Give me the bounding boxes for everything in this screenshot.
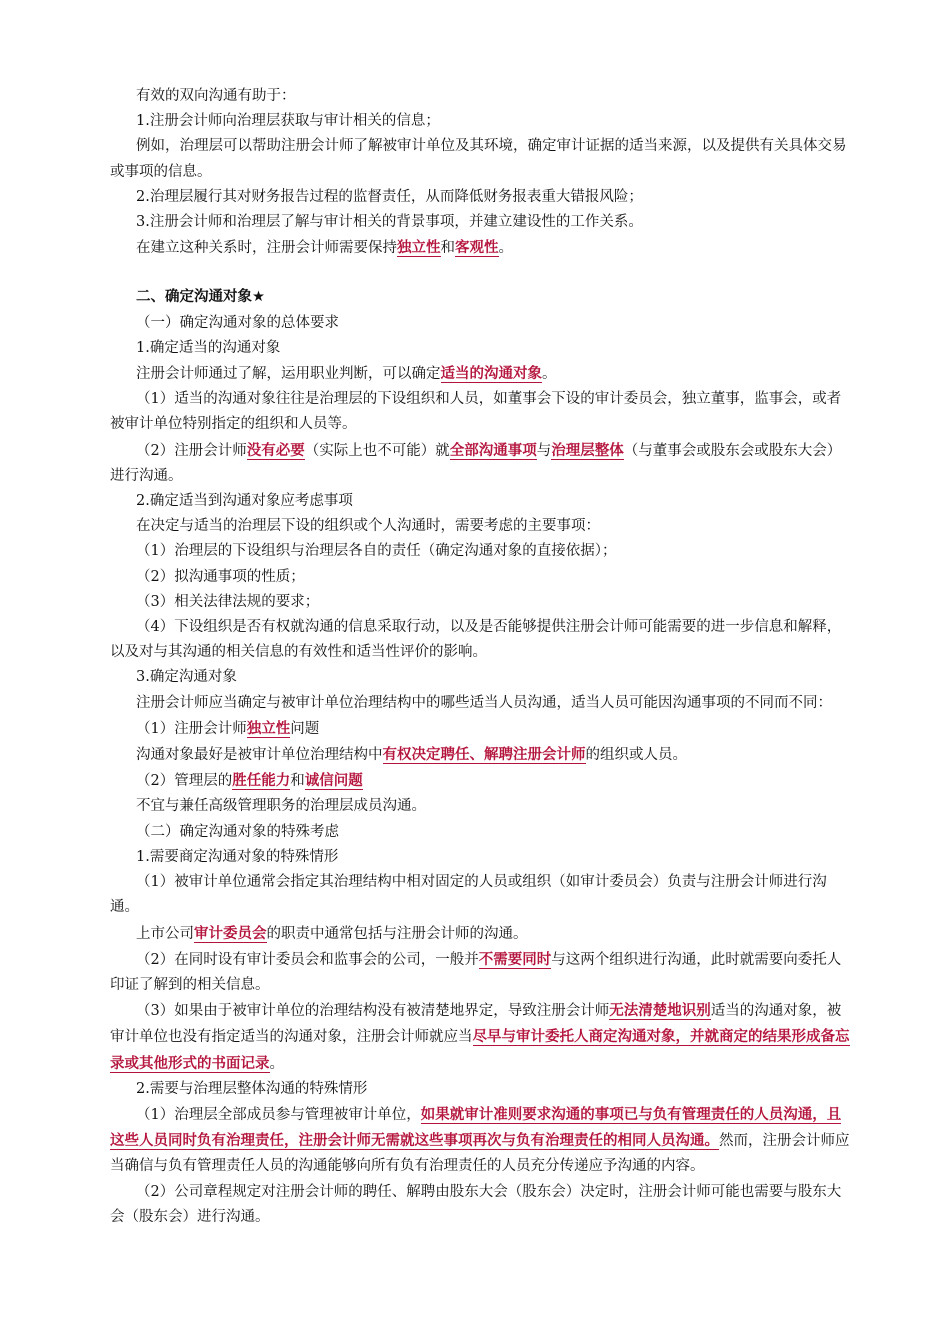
text: 的职责中通常包括与注册会计师的沟通。 xyxy=(266,925,528,942)
paragraph xyxy=(110,361,850,387)
highlight-term: 如果就审计准则要求沟通的事项已与负有管理责任的人员沟通，且这些人员同时负有治理责任，注册会计师无需就这些事项再次与负有治理责任的相同人员沟通。 xyxy=(110,1105,842,1150)
paragraph xyxy=(110,947,850,998)
paragraph: 1.需要商定沟通对象的特殊情形 xyxy=(136,848,339,865)
highlight-term: 尽早与审计委托人商定沟通对象，并就商定的结果形成备忘录或其他形式的书面记录 xyxy=(110,1028,850,1072)
text: 上市公司 xyxy=(136,925,194,942)
highlight-term: 独立性 xyxy=(246,719,291,737)
paragraph: （1）治理层的下设组织与治理层各自的责任（确定沟通对象的直接依据）； xyxy=(136,543,617,560)
paragraph: 不宜与兼任高级管理职务的治理层成员沟通。 xyxy=(136,798,426,815)
text: 和 xyxy=(290,773,305,790)
subsection-heading: （二）确定沟通对象的特殊考虑 xyxy=(136,823,339,840)
paragraph: 例如，治理层可以帮助注册会计师了解被审计单位及其环境，确定审计证据的适当来源，以及提供有关具体交易或事项的信息。 xyxy=(110,138,847,180)
text: （2）注册会计师 xyxy=(136,442,247,459)
highlight-term: 适当的沟通对象 xyxy=(440,365,542,383)
paragraph: 注册会计师应当确定与被审计单位治理结构中的哪些适当人员沟通，适当人员可能因沟通事项的不同而不同： xyxy=(136,694,832,711)
text: （2）在同时设有审计委员会和监事会的公司，一般并 xyxy=(136,951,479,968)
highlight-term: 审计委员会 xyxy=(194,924,267,942)
highlight-term: 客观性 xyxy=(455,239,499,257)
text: 与 xyxy=(536,442,552,459)
paragraph: 3.注册会计师和治理层了解与审计相关的背景事项，并建立建设性的工作关系。 xyxy=(136,214,643,231)
highlight-term: 有权决定聘任、解聘注册会计师 xyxy=(382,746,586,764)
highlight-term: 胜任能力 xyxy=(232,772,291,790)
text: 注册会计师通过了解，运用职业判断，可以确定 xyxy=(136,366,441,383)
text: 问题 xyxy=(290,720,320,737)
paragraph: （3）相关法律法规的要求； xyxy=(136,593,320,610)
text: （与董事会或股东会或股东大会）进行沟通。 xyxy=(110,442,842,484)
paragraph: 在决定与适当的治理层下设的组织或个人沟通时，需要考虑的主要事项： xyxy=(136,518,600,535)
paragraph xyxy=(110,1102,850,1180)
paragraph: 2.治理层履行其对财务报告过程的监督责任，从而降低财务报表重大错报风险； xyxy=(136,188,643,205)
text: 与这两个组织进行沟通，此时就需要向委托人印证了解到的相关信息。 xyxy=(110,951,842,993)
paragraph: 3.确定沟通对象 xyxy=(136,669,237,686)
paragraph: 2.确定适当到沟通对象应考虑事项 xyxy=(136,493,353,510)
highlight-term: 独立性 xyxy=(397,239,441,257)
text: （实际上也不可能）就 xyxy=(304,442,450,459)
paragraph xyxy=(110,998,850,1077)
spacer xyxy=(110,261,850,285)
paragraph: 有效的双向沟通有助于： xyxy=(136,88,296,104)
text: 适当的沟通对象，被审计单位也没有指定适当的沟通对象，注册会计师就应当 xyxy=(110,1003,842,1046)
paragraph xyxy=(110,768,850,794)
text: （2）管理层的 xyxy=(136,773,233,790)
text: 的组织或人员。 xyxy=(585,747,687,764)
paragraph xyxy=(110,438,850,489)
section-heading: 二、确定沟通对象★ xyxy=(136,289,265,306)
text: （1）治理层全部成员参与管理被审计单位， xyxy=(136,1106,421,1123)
paragraph xyxy=(110,921,850,947)
subsection-heading: （一）确定沟通对象的总体要求 xyxy=(136,314,339,331)
paragraph: 2.需要与治理层整体沟通的特殊情形 xyxy=(136,1080,368,1097)
paragraph xyxy=(110,716,850,742)
paragraph xyxy=(110,742,850,768)
text: 沟通对象最好是被审计单位治理结构中 xyxy=(136,747,383,764)
paragraph: （2）公司章程规定对注册会计师的聘任、解聘由股东大会（股东会）决定时，注册会计师可能也需要与股东大会（股东会）进行沟通。 xyxy=(110,1183,842,1225)
paragraph: （4）下设组织是否有权就沟通的信息采取行动，以及是否能够提供注册会计师可能需要的进一步信息和解释，以及对与其沟通的相关信息的有效性和适当性评价的影响。 xyxy=(110,619,842,661)
text: 和 xyxy=(440,240,455,257)
paragraph: （1）适当的沟通对象往往是治理层的下设组织和人员，如董事会下设的审计委员会，独立董事，监事会，或者被审计单位特别指定的组织和人员等。 xyxy=(110,391,842,433)
paragraph: 1.注册会计师向治理层获取与审计相关的信息； xyxy=(136,113,440,130)
highlight-term: 无法清楚地识别 xyxy=(609,1002,711,1020)
highlight-term: 不需要同时 xyxy=(478,950,552,968)
text: 。 xyxy=(269,1055,284,1072)
text: （1）注册会计师 xyxy=(136,720,247,737)
highlight-term: 没有必要 xyxy=(246,441,305,459)
paragraph: （1）被审计单位通常会指定其治理结构中相对固定的人员或组织（如审计委员会）负责与注册会计师进行沟通。 xyxy=(110,874,827,916)
paragraph: 1.确定适当的沟通对象 xyxy=(136,339,281,356)
document-page xyxy=(110,84,850,1230)
highlight-term: 诚信问题 xyxy=(304,772,363,790)
paragraph: （2）拟沟通事项的性质； xyxy=(136,568,305,585)
text: 在建立这种关系时，注册会计师需要保持 xyxy=(136,240,397,257)
text: 。 xyxy=(498,240,513,257)
highlight-term: 治理层整体 xyxy=(551,441,624,459)
text: 。 xyxy=(542,366,557,383)
paragraph xyxy=(110,235,850,261)
text: （3）如果由于被审计单位的治理结构没有被清楚地界定，导致注册会计师 xyxy=(136,1003,610,1020)
text: 然而，注册会计师应当确信与负有管理责任人员的沟通能够向所有负有治理责任的人员充分传递应予沟通的内容。 xyxy=(110,1133,850,1175)
highlight-term: 全部沟通事项 xyxy=(449,441,537,459)
